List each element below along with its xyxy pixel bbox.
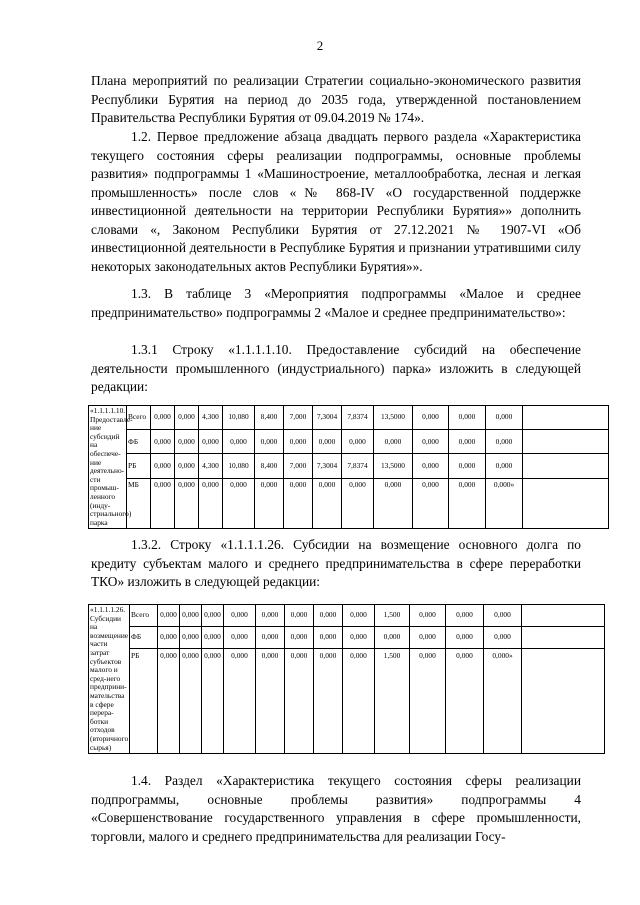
table2-cell: 0,000 xyxy=(410,605,446,627)
table1-cell: 8,400 xyxy=(255,406,284,430)
table1-cell: 0,000 xyxy=(151,478,175,529)
table1-empty-cell xyxy=(523,454,609,478)
table2-cell: 0,000 xyxy=(180,649,202,754)
table1-cell: 7,3004 xyxy=(313,406,342,430)
table1-cell: 0,000 xyxy=(486,454,523,478)
table2-cell: 0,000 xyxy=(343,627,375,649)
table2-cell: 0,000 xyxy=(158,605,180,627)
table1-cell: 7,000 xyxy=(284,454,313,478)
table1-cell: 0,000 xyxy=(223,430,255,454)
table2-cell: 0,000 xyxy=(314,605,343,627)
table1-empty-cell xyxy=(523,430,609,454)
table1-empty-cell xyxy=(523,478,609,529)
table2-cell: 0,000 xyxy=(375,627,410,649)
table2-cell: 0,000 xyxy=(180,627,202,649)
table1-cell: 7,000 xyxy=(284,406,313,430)
table2-cell: 0,000» xyxy=(484,649,522,754)
table2-empty-cell xyxy=(522,605,605,627)
table2-cell: 0,000 xyxy=(202,649,224,754)
table2-source: Всего xyxy=(130,605,158,627)
table1-cell: 0,000 xyxy=(175,478,199,529)
table2-cell: 0,000 xyxy=(158,649,180,754)
table1-cell: 0,000 xyxy=(255,430,284,454)
table-row-1-1-1-1-10 xyxy=(88,405,609,529)
table1-cell: 7,8374 xyxy=(342,406,374,430)
table2-cell: 0,000 xyxy=(256,605,285,627)
table1-cell: 4,300 xyxy=(199,454,223,478)
table1-cell: 0,000 xyxy=(413,430,449,454)
table2-cell: 0,000 xyxy=(256,649,285,754)
table2-cell: 1,500 xyxy=(375,605,410,627)
table1-cell: 0,000 xyxy=(284,430,313,454)
table1-cell: 0,000 xyxy=(151,454,175,478)
table1-cell: 13,5000 xyxy=(374,406,413,430)
table1-cell: 0,000 xyxy=(449,478,486,529)
table1-cell: 4,300 xyxy=(199,406,223,430)
table2-cell: 0,000 xyxy=(343,605,375,627)
table2-source: РБ xyxy=(130,649,158,754)
table2-cell: 0,000 xyxy=(202,605,224,627)
paragraph-1-3-1: 1.3.1 Строку «1.1.1.1.10. Предоставление субсидий на обеспечение деятельности промышленного (индустриального) парка» изложить в следующей редакции: xyxy=(91,342,581,394)
table1-cell: 0,000 xyxy=(342,430,374,454)
table1-source: ФБ xyxy=(127,430,151,454)
paragraph-1-3: 1.3. В таблице 3 «Мероприятия подпрограммы «Малое и среднее предпринимательство» подпрограммы 2 «Малое и среднее предпринимательство»: xyxy=(91,286,581,320)
table1-cell: 10,080 xyxy=(223,454,255,478)
table1-cell: 0,000 xyxy=(449,430,486,454)
table2-cell: 0,000 xyxy=(202,627,224,649)
table2-cell: 0,000 xyxy=(285,649,314,754)
table2-empty-cell xyxy=(522,649,605,754)
table2-cell: 0,000 xyxy=(285,627,314,649)
table2-cell: 0,000 xyxy=(446,627,484,649)
table2-source: ФБ xyxy=(130,627,158,649)
table1-cell: 0,000 xyxy=(175,430,199,454)
table2-cell: 0,000 xyxy=(343,649,375,754)
table2-cell: 0,000 xyxy=(446,605,484,627)
table1-cell: 0,000 xyxy=(486,406,523,430)
table2-description: «1.1.1.1.26. Субсидии на возмещение части затрат субъектов малого и сред-него предприни-мательства в сфере перера-ботки отходов (вторичного сырья) xyxy=(89,605,130,754)
table2-cell: 0,000 xyxy=(484,627,522,649)
table1-cell: 0,000 xyxy=(151,430,175,454)
table1-cell: 0,000» xyxy=(486,478,523,529)
table2-cell: 1,500 xyxy=(375,649,410,754)
table2-cell: 0,000 xyxy=(158,627,180,649)
table1-cell: 0,000 xyxy=(413,478,449,529)
table1-cell: 13,5000 xyxy=(374,454,413,478)
table2-cell: 0,000 xyxy=(446,649,484,754)
table1-cell: 0,000 xyxy=(223,478,255,529)
table1-cell: 0,000 xyxy=(486,430,523,454)
table2-cell: 0,000 xyxy=(180,605,202,627)
table1-cell: 0,000 xyxy=(449,454,486,478)
table1-cell: 0,000 xyxy=(313,478,342,529)
page-number: 2 xyxy=(316,38,324,53)
table-row-1-1-1-1-26 xyxy=(88,604,605,754)
paragraph-1-4: 1.4. Раздел «Характеристика текущего состояния сферы реализации подпрограммы, основные проблемы развития» подпрограммы 4 «Совершенствование государственного управления в сфере промышленности, торговли, малого и среднего предпринимательства для реализации Госу- xyxy=(91,773,581,844)
table1-cell: 10,080 xyxy=(223,406,255,430)
table2-cell: 0,000 xyxy=(224,627,256,649)
table2-cell: 0,000 xyxy=(410,649,446,754)
table1-cell: 0,000 xyxy=(199,430,223,454)
table2-empty-cell xyxy=(522,627,605,649)
paragraph-1-3-2: 1.3.2. Строку «1.1.1.1.26. Субсидии на возмещение основного долга по кредиту субъектам малого и среднего предпринимательства в сфере переработки ТКО» изложить в следующей редакции: xyxy=(91,537,581,589)
table1-cell: 0,000 xyxy=(413,454,449,478)
table1-cell: 0,000 xyxy=(284,478,313,529)
table2-cell: 0,000 xyxy=(314,649,343,754)
table1-cell: 0,000 xyxy=(342,478,374,529)
table1-cell: 0,000 xyxy=(313,430,342,454)
paragraph-1-2: 1.2. Первое предложение абзаца двадцать первого раздела «Характеристика текущего состояния сферы реализации подпрограммы, основные проблемы развития» подпрограммы 1 «Машиностроение, металлообработка, лесная и легкая промышленность» после слов «№ 868-IV «О государственной поддержке инвестиционной деятельности на территории Республики Бурятия»» дополнить словами «, Законом Республики Бурятия от 27.12.2021 № 1907-VI «Об инвестиционной деятельности в Республике Бурятия и признании утратившими силу некоторых законодательных актов Республики Бурятия»». xyxy=(91,129,581,274)
table1-cell: 7,3004 xyxy=(313,454,342,478)
table1-cell: 0,000 xyxy=(175,454,199,478)
table1-cell: 8,400 xyxy=(255,454,284,478)
table2-cell: 0,000 xyxy=(224,649,256,754)
table1-cell: 0,000 xyxy=(449,406,486,430)
table1-source: Всего xyxy=(127,406,151,430)
table1-empty-cell xyxy=(523,406,609,430)
table2-cell: 0,000 xyxy=(314,627,343,649)
table2-cell: 0,000 xyxy=(256,627,285,649)
table1-cell: 0,000 xyxy=(175,406,199,430)
table1-cell: 0,000 xyxy=(413,406,449,430)
table1-cell: 0,000 xyxy=(255,478,284,529)
table1-cell: 0,000 xyxy=(374,478,413,529)
table1-description: «1.1.1.1.10. Предоставле-ние субсидий на обеспече-ние деятельно-сти промыш-ленного (инду-стриального) парка xyxy=(89,406,127,529)
table1-cell: 0,000 xyxy=(151,406,175,430)
table1-cell: 0,000 xyxy=(374,430,413,454)
paragraph-plan-continuation: Плана мероприятий по реализации Стратегии социально-экономического развития Республики Бурятия на период до 2035 года, утвержденной постановлением Правительства Республики Бурятия от 09.04.2019 № 174». xyxy=(91,73,581,125)
table2-cell: 0,000 xyxy=(224,605,256,627)
table2-cell: 0,000 xyxy=(484,605,522,627)
table2-cell: 0,000 xyxy=(410,627,446,649)
table1-cell: 0,000 xyxy=(199,478,223,529)
table1-source: МБ xyxy=(127,478,151,529)
table1-source: РБ xyxy=(127,454,151,478)
table2-cell: 0,000 xyxy=(285,605,314,627)
table1-cell: 7,8374 xyxy=(342,454,374,478)
